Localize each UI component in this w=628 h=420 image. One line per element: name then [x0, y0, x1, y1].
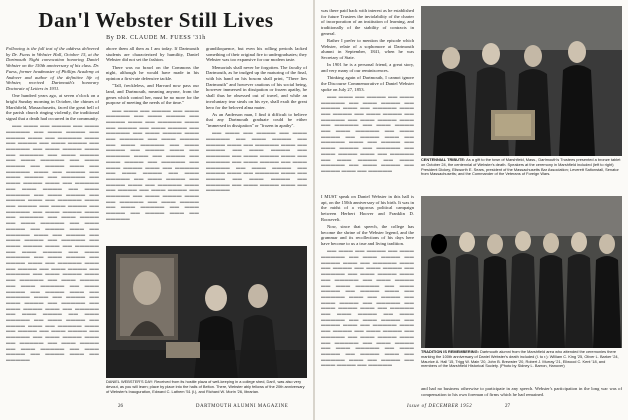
- body-paragraph: I MUST speak on Daniel Webster in this hall is apt, on the 150th anniversary of his birth. It was in the midst of a vigorous political campaign between Herbert Hoover and Franklin D. Roosevelt.: [321, 194, 414, 222]
- photo-scene: [421, 6, 622, 156]
- left-column-1: [6, 46, 99, 400]
- left-column-2: [106, 46, 199, 242]
- body-text-fill: ▬▬ ▬▬▬ ▬▬ ▬▬▬▬ ▬▬ ▬▬▬ ▬▬▬▬▬ ▬▬ ▬▬▬ ▬▬▬▬ ▬▬ ▬▬▬▬ ▬▬▬ ▬▬ ▬▬▬▬▬ ▬▬▬ ▬▬ ▬▬▬▬ ▬▬ ▬▬▬ ▬▬▬▬ ▬▬ ▬▬▬▬▬ ▬▬ ▬▬▬ ▬▬▬▬ ▬▬▬ ▬▬ ▬▬▬▬▬ ▬▬ ▬▬▬ ▬▬▬▬ ▬▬ ▬▬▬ ▬▬▬▬▬ ▬▬ ▬▬▬ ▬▬▬▬ ▬▬ ▬▬▬▬ ▬▬▬ ▬▬ ▬▬▬▬▬ ▬▬▬ ▬▬ ▬▬▬▬ ▬▬ ▬▬▬ ▬▬▬▬ ▬▬ ▬▬▬▬▬ ▬▬ ▬▬▬ ▬▬▬▬ ▬▬▬ ▬▬ ▬▬▬▬▬ ▬▬ ▬▬▬ ▬▬▬▬ ▬▬ ▬▬▬ ▬▬▬▬▬ ▬▬ ▬▬▬ ▬▬▬▬ ▬▬ ▬▬▬▬ ▬▬▬ ▬▬ ▬▬▬▬▬: [321, 93, 414, 173]
- body-paragraph: Now, since that speech, the college has become the shrine of the Webster legend, and the grammar and its recollections of his days here have become to us a true and living tradition.: [321, 224, 414, 247]
- body-paragraph: Thinking again of Dartmouth, I cannot ignore the Discourse Commemorative of Daniel Webster spoke on July 27, 1853.: [321, 75, 414, 92]
- intro-paragraph: Following is the full text of the address delivered by Dr. Fuess in Webster Hall, October 15, at the Dartmouth Night convocation honoring Daniel Webster on the 150th anniversary of his class. Dr. Fuess, former headmaster of Phillips Academy at Andover and author of the definitive life of Webster, received Dartmouth's honorary Doctorate of Letters in 1931.: [6, 46, 99, 91]
- tradition-photo: [421, 196, 622, 348]
- body-text-fill: ▬▬ ▬▬▬ ▬▬ ▬▬▬▬ ▬▬ ▬▬▬ ▬▬▬▬▬ ▬▬ ▬▬▬ ▬▬▬▬ ▬▬ ▬▬▬▬ ▬▬▬ ▬▬ ▬▬▬▬▬ ▬▬▬ ▬▬ ▬▬▬▬ ▬▬ ▬▬▬ ▬▬▬▬ ▬▬ ▬▬▬▬▬ ▬▬ ▬▬▬ ▬▬▬▬ ▬▬▬ ▬▬ ▬▬▬▬▬ ▬▬ ▬▬▬ ▬▬▬▬ ▬▬ ▬▬▬ ▬▬▬▬▬ ▬▬ ▬▬▬ ▬▬▬▬ ▬▬ ▬▬▬▬ ▬▬▬ ▬▬ ▬▬▬▬▬ ▬▬▬ ▬▬ ▬▬▬▬ ▬▬ ▬▬▬ ▬▬▬▬ ▬▬ ▬▬▬▬▬ ▬▬ ▬▬▬ ▬▬▬▬ ▬▬▬ ▬▬ ▬▬▬▬▬: [206, 130, 307, 193]
- body-text-fill: ▬▬ ▬▬▬ ▬▬ ▬▬▬▬ ▬▬ ▬▬▬ ▬▬▬▬▬ ▬▬ ▬▬▬ ▬▬▬▬ ▬▬ ▬▬▬▬ ▬▬▬ ▬▬ ▬▬▬▬▬ ▬▬▬ ▬▬ ▬▬▬▬ ▬▬ ▬▬▬ ▬▬▬▬ ▬▬ ▬▬▬▬▬ ▬▬ ▬▬▬ ▬▬▬▬ ▬▬▬ ▬▬ ▬▬▬▬▬ ▬▬ ▬▬▬ ▬▬▬▬ ▬▬ ▬▬▬ ▬▬▬▬▬ ▬▬ ▬▬▬ ▬▬▬▬ ▬▬ ▬▬▬▬ ▬▬▬ ▬▬ ▬▬▬▬▬ ▬▬▬ ▬▬ ▬▬▬▬ ▬▬ ▬▬▬ ▬▬▬▬ ▬▬ ▬▬▬▬▬ ▬▬ ▬▬▬ ▬▬▬▬ ▬▬▬ ▬▬ ▬▬▬▬▬ ▬▬ ▬▬▬ ▬▬▬▬ ▬▬ ▬▬▬ ▬▬▬▬▬ ▬▬ ▬▬▬ ▬▬▬▬ ▬▬ ▬▬▬▬ ▬▬▬ ▬▬ ▬▬▬▬▬ ▬▬▬ ▬▬ ▬▬▬▬ ▬▬ ▬▬▬ ▬▬▬▬ ▬▬ ▬▬▬▬▬ ▬▬ ▬▬▬ ▬▬▬▬ ▬▬▬ ▬▬ ▬▬▬▬▬ ▬▬ ▬▬▬ ▬▬▬▬ ▬▬ ▬▬▬ ▬▬▬▬▬ ▬▬ ▬▬▬ ▬▬▬▬ ▬▬ ▬▬▬▬ ▬▬▬ ▬▬ ▬▬▬▬▬ ▬▬▬ ▬▬ ▬▬▬▬ ▬▬ ▬▬▬ ▬▬▬▬ ▬▬ ▬▬▬▬▬: [321, 248, 414, 368]
- body-paragraph: above them all then as I am today. If Dartmouth students are characterized by humility, Daniel Webster did not set the fashion.: [106, 46, 199, 63]
- body-paragraph: and had no business otherwise to participate in any speech. Webster's participation in the long war was of compensation to his own foreman of firms which he had remained.: [421, 386, 622, 397]
- body-paragraph: In 1901 he is a personal friend, a great story, and very many of our reminiscences.: [321, 62, 414, 74]
- article-title: Dan'l Webster Still Lives: [38, 8, 274, 32]
- right-page: [315, 0, 628, 420]
- issue-date: Issue of DECEMBER 1952: [407, 404, 473, 409]
- article-byline: By DR. CLAUDE M. FUESS '31h: [106, 35, 206, 41]
- body-paragraph: Memorials shall never be forgotten. The faculty of Dartmouth, as he trudged up the maturing of the final, with his hand on his bosom shall print, "There lies Dartmouth" and however cautious of his social being, however immersed in dissipation or frozen apathy, he shall thus be obsessed out of travel, and while an involuntary tear steals on his eye, shall exalt the great hero for the beloved alma mater.: [206, 64, 307, 110]
- left-page: [0, 0, 313, 420]
- body-paragraph: was there paid back with interest as he established for future Trustees the inviolability of the charter of incorporation of an institution of learning, and traditionally of the stability of contracts in general.: [321, 8, 414, 36]
- caption-text: Dartmouth alumni from the Marshfield area who attended the ceremonies there marking the 100th anniversary of Daniel Webster's death included (l. to r.): William C. King '25, Oliver L. Barker '24, Maurice A. Hall '15, Trigg W. Main '20, John B. Brewster '20, Robert J. Murray '21, Ellwood C. Kent '18, and members of the Marshfield Historical Society. (Photo by Sidney L. Barron, Hanover): [421, 350, 619, 369]
- right-column-1: [321, 8, 414, 190]
- right-top-photo-caption: [421, 158, 622, 190]
- body-paragraph: There was no brawl on the Commons the night, although he would have made in his opinion a first-rate defensive tackle.: [106, 64, 199, 82]
- left-page-number: 26: [118, 404, 123, 409]
- webster-portrait-photo: [106, 246, 307, 378]
- photo-scene: [421, 196, 622, 348]
- left-photo-caption: DANIEL WEBSTER'S DAY: Received from its hostile plaza of well-keeping in a college shed, Dan'l, was also very devout, as you will learn; place by place into the halls of Belton. There, Webster ably fellows of the 20th anniversary of Webster's Inauguration, Edward C. Lathem '51 (l.), and Richard W. Morin '26, librarian.: [106, 380, 305, 394]
- caption-label: CENTENNIAL TRIBUTE:: [421, 158, 466, 162]
- caption-label: TRADITION IS REMEMBERING:: [421, 350, 479, 354]
- right-column-2: [321, 194, 414, 400]
- magazine-name: DARTMOUTH ALUMNI MAGAZINE: [196, 404, 289, 409]
- photo-scene: [106, 246, 307, 378]
- body-paragraph: One hundred years ago, at seven o'clock on a bright Sunday morning in October, the chimes of Marshfield, Massachusetts, faced the great bell of the parish church ringing violently, the traditional signal that a death had occurred in the community.: [6, 93, 99, 121]
- body-paragraph: "Tall, freckleless, and Harvard now pass our land, and Dartmouth, meaning anyone, from the genes which control her, must be no more for the purpose of meeting the needs of the time.": [106, 83, 199, 106]
- right-bottom-photo-caption: [421, 350, 622, 384]
- centennial-tribute-photo: [421, 6, 622, 156]
- body-text-fill: ▬▬ ▬▬▬ ▬▬ ▬▬▬▬ ▬▬ ▬▬▬ ▬▬▬▬▬ ▬▬ ▬▬▬ ▬▬▬▬ ▬▬ ▬▬▬▬ ▬▬▬ ▬▬ ▬▬▬▬▬ ▬▬▬ ▬▬ ▬▬▬▬ ▬▬ ▬▬▬ ▬▬▬▬ ▬▬ ▬▬▬▬▬ ▬▬ ▬▬▬ ▬▬▬▬ ▬▬▬ ▬▬ ▬▬▬▬▬ ▬▬ ▬▬▬ ▬▬▬▬ ▬▬ ▬▬▬ ▬▬▬▬▬ ▬▬ ▬▬▬ ▬▬▬▬ ▬▬ ▬▬▬▬ ▬▬▬ ▬▬ ▬▬▬▬▬ ▬▬▬ ▬▬ ▬▬▬▬ ▬▬ ▬▬▬ ▬▬▬▬ ▬▬ ▬▬▬▬▬ ▬▬ ▬▬▬ ▬▬▬▬ ▬▬▬ ▬▬ ▬▬▬▬▬ ▬▬ ▬▬▬ ▬▬▬▬ ▬▬ ▬▬▬ ▬▬▬▬▬ ▬▬ ▬▬▬ ▬▬▬▬ ▬▬ ▬▬▬▬ ▬▬▬ ▬▬ ▬▬▬▬▬ ▬▬▬ ▬▬ ▬▬▬▬ ▬▬ ▬▬▬ ▬▬▬▬ ▬▬ ▬▬▬▬▬ ▬▬ ▬▬▬ ▬▬▬▬ ▬▬▬ ▬▬ ▬▬▬▬▬ ▬▬ ▬▬▬ ▬▬▬▬ ▬▬ ▬▬▬ ▬▬▬▬▬ ▬▬ ▬▬▬ ▬▬▬▬ ▬▬ ▬▬▬▬ ▬▬▬ ▬▬ ▬▬▬▬▬ ▬▬▬ ▬▬ ▬▬▬▬ ▬▬ ▬▬▬ ▬▬▬▬ ▬▬ ▬▬▬▬▬ ▬▬ ▬▬▬ ▬▬▬▬ ▬▬▬ ▬▬ ▬▬▬▬▬ ▬▬ ▬▬▬ ▬▬▬▬ ▬▬ ▬▬▬ ▬▬▬▬▬ ▬▬ ▬▬▬ ▬▬▬▬ ▬▬ ▬▬▬▬ ▬▬▬ ▬▬ ▬▬▬▬▬ ▬▬▬ ▬▬ ▬▬▬▬ ▬▬ ▬▬▬ ▬▬▬▬ ▬▬ ▬▬▬▬▬ ▬▬ ▬▬▬ ▬▬▬▬ ▬▬▬ ▬▬ ▬▬▬▬▬ ▬▬ ▬▬▬ ▬▬▬▬ ▬▬ ▬▬▬ ▬▬▬▬▬ ▬▬ ▬▬▬ ▬▬▬▬ ▬▬ ▬▬▬▬ ▬▬▬ ▬▬ ▬▬▬▬▬ ▬▬▬ ▬▬ ▬▬▬▬ ▬▬ ▬▬▬ ▬▬▬▬ ▬▬ ▬▬▬▬▬ ▬▬ ▬▬▬ ▬▬▬▬ ▬▬▬ ▬▬ ▬▬▬▬▬ ▬▬ ▬▬▬ ▬▬▬▬ ▬▬ ▬▬▬ ▬▬▬▬▬ ▬▬ ▬▬▬ ▬▬▬▬ ▬▬ ▬▬▬▬ ▬▬▬ ▬▬ ▬▬▬▬▬ ▬▬▬ ▬▬ ▬▬▬▬ ▬▬ ▬▬▬ ▬▬▬▬ ▬▬ ▬▬▬▬▬ ▬▬ ▬▬▬ ▬▬▬▬ ▬▬▬ ▬▬ ▬▬▬▬▬ ▬▬ ▬▬▬ ▬▬▬▬ ▬▬ ▬▬▬ ▬▬▬▬▬ ▬▬ ▬▬▬ ▬▬▬▬ ▬▬ ▬▬▬▬ ▬▬▬ ▬▬ ▬▬▬▬▬: [6, 123, 99, 362]
- caption-text: As a gift to the town of Marshfield, Mass., Dartmouth's Trustees presented a bronze tablet on October 24, the centennial of Webster's death. Speakers at the ceremony in Marshfield included (left to right) President Dickey, Ellsworth E. Sears, president of the Massachusetts Bar Association; Leverett Saltonstall, Senator from Massachusetts; and the Commander of the Veterans of Foreign Wars.: [421, 158, 621, 177]
- body-text-fill: ▬▬ ▬▬▬ ▬▬ ▬▬▬▬ ▬▬ ▬▬▬ ▬▬▬▬▬ ▬▬ ▬▬▬ ▬▬▬▬ ▬▬ ▬▬▬▬ ▬▬▬ ▬▬ ▬▬▬▬▬ ▬▬▬ ▬▬ ▬▬▬▬ ▬▬ ▬▬▬ ▬▬▬▬ ▬▬ ▬▬▬▬▬ ▬▬ ▬▬▬ ▬▬▬▬ ▬▬▬ ▬▬ ▬▬▬▬▬ ▬▬ ▬▬▬ ▬▬▬▬ ▬▬ ▬▬▬ ▬▬▬▬▬ ▬▬ ▬▬▬ ▬▬▬▬ ▬▬ ▬▬▬▬ ▬▬▬ ▬▬ ▬▬▬▬▬ ▬▬▬ ▬▬ ▬▬▬▬ ▬▬ ▬▬▬ ▬▬▬▬ ▬▬ ▬▬▬▬▬ ▬▬ ▬▬▬ ▬▬▬▬ ▬▬▬ ▬▬ ▬▬▬▬▬ ▬▬ ▬▬▬ ▬▬▬▬ ▬▬ ▬▬▬ ▬▬▬▬▬ ▬▬ ▬▬▬ ▬▬▬▬ ▬▬ ▬▬▬▬ ▬▬▬ ▬▬ ▬▬▬▬▬ ▬▬▬ ▬▬ ▬▬▬▬ ▬▬ ▬▬▬ ▬▬▬▬ ▬▬ ▬▬▬▬▬ ▬▬ ▬▬▬ ▬▬▬▬ ▬▬▬ ▬▬ ▬▬▬▬▬ ▬▬ ▬▬▬ ▬▬▬▬ ▬▬ ▬▬▬ ▬▬▬▬▬ ▬▬ ▬▬▬ ▬▬▬▬ ▬▬ ▬▬▬▬ ▬▬▬ ▬▬ ▬▬▬▬▬: [106, 107, 199, 221]
- right-column-3: [421, 386, 622, 400]
- right-page-number: 27: [505, 404, 510, 409]
- body-paragraph: As an Anderson man, I find it difficult to believe that any Dartmouth graduate could be either "immersed in dissipation" or "frozen in apathy".: [206, 111, 307, 129]
- body-paragraph: Rather I prefer to mention the episode which Webster, relate of a sophomore at Dartmouth alumni in September, 1841, when he was Secretary of State.: [321, 38, 414, 61]
- left-column-3: [206, 46, 307, 242]
- body-paragraph: grandiloquence, but even his rolling periods lacked something of their original fire to undergraduates; they Webster was too expansive for our modern taste.: [206, 46, 307, 63]
